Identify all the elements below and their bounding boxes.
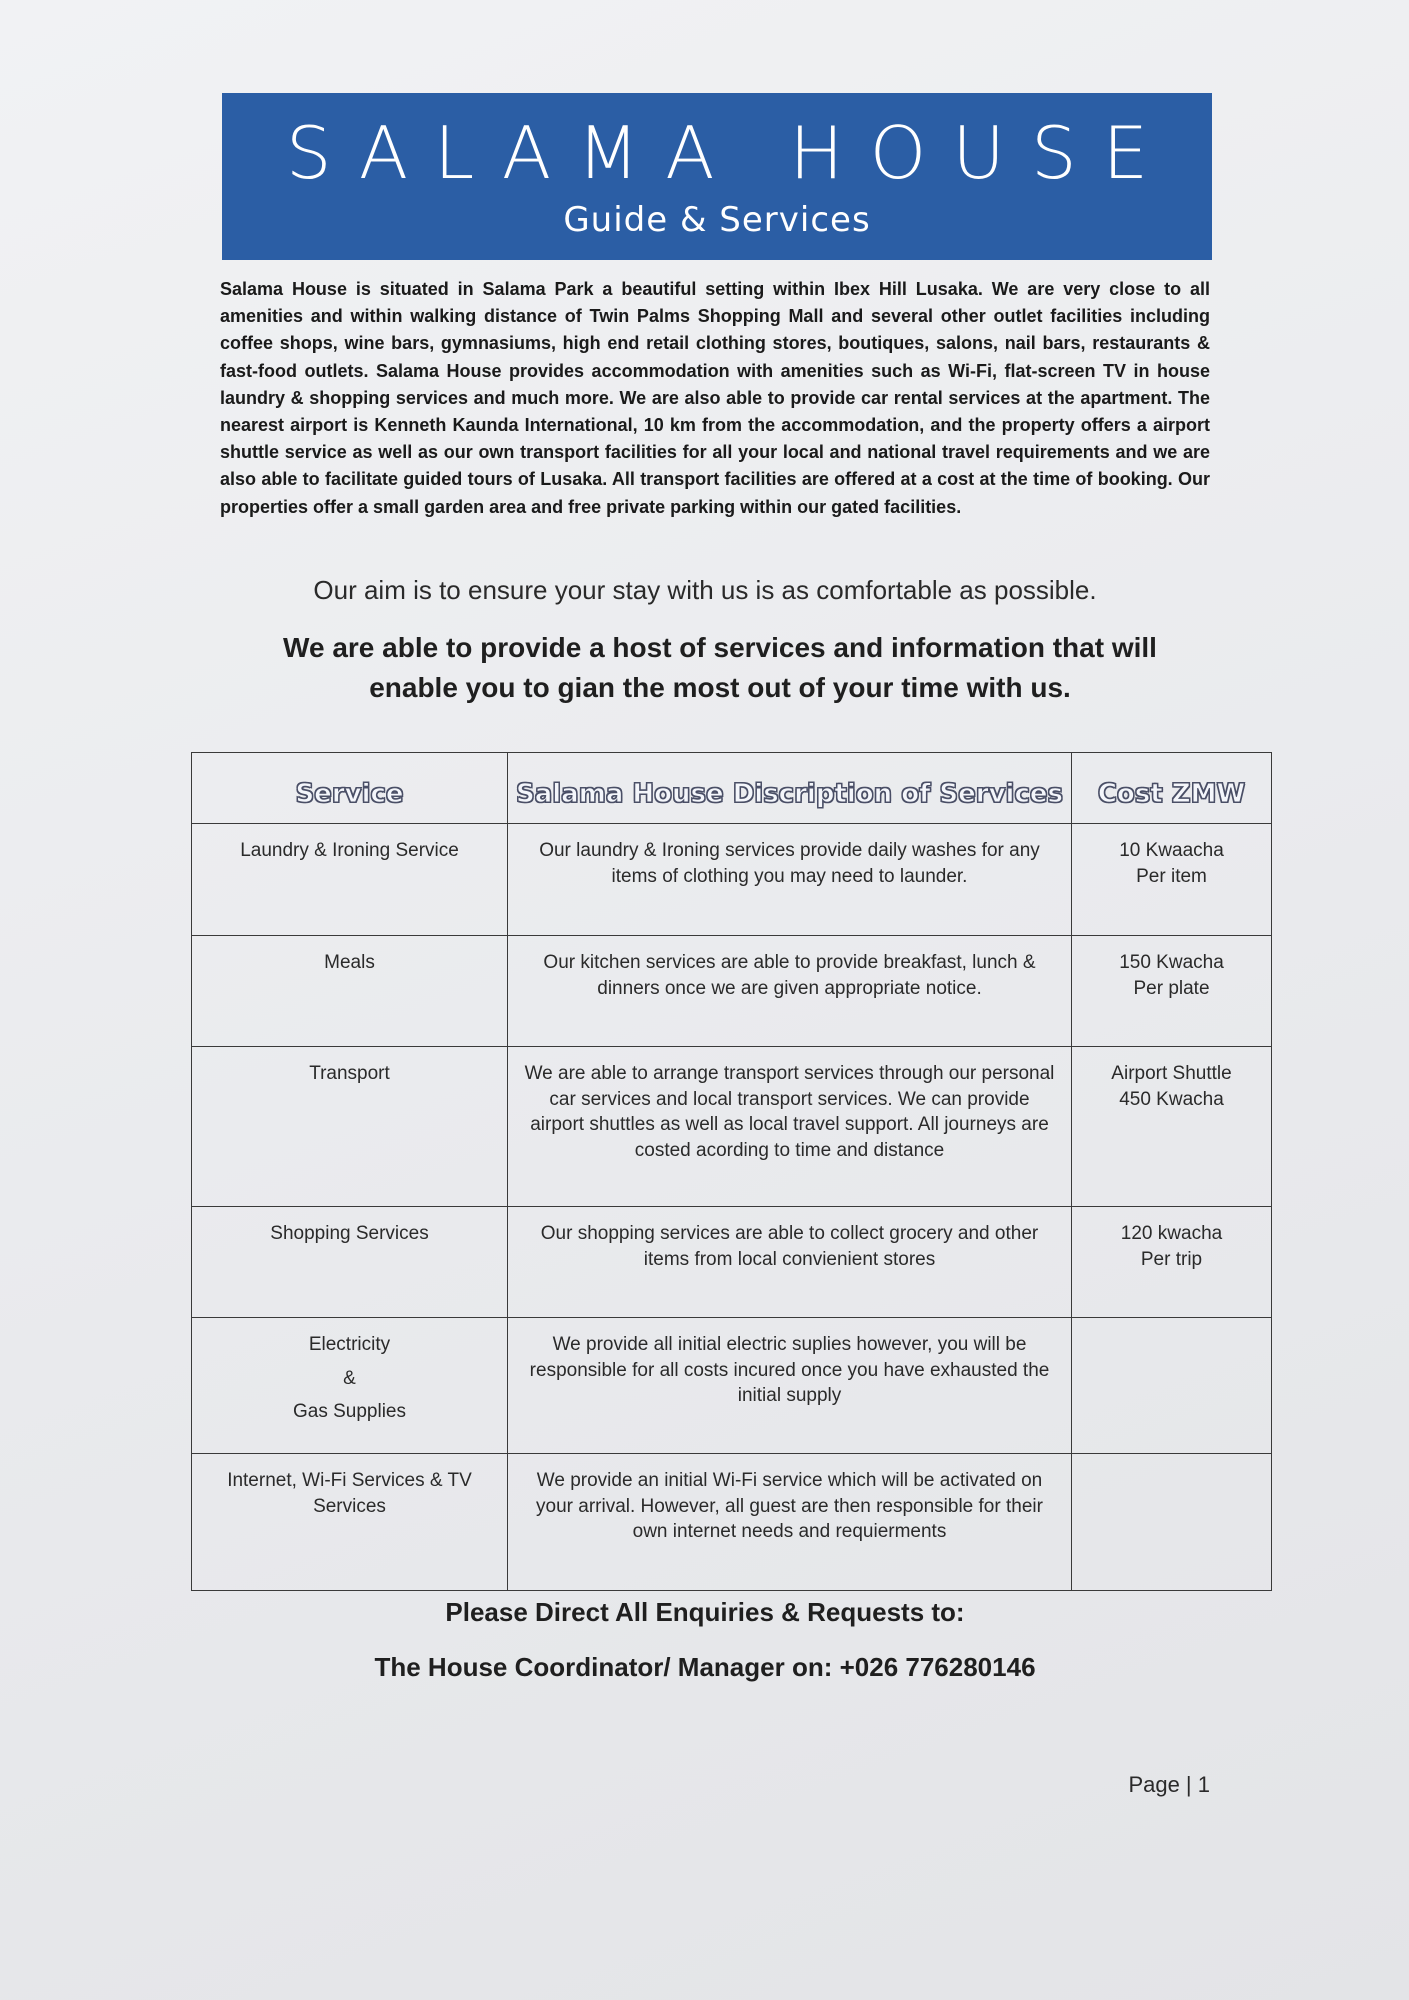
description-cell: We are able to arrange transport services through our personal car services and local transport services. We can provide airport shuttles as well as local travel support. All journeys are costed acording to time and distance: [508, 1047, 1072, 1207]
table-header-row: [192, 753, 1272, 824]
cost-cell: [1072, 936, 1272, 1047]
cost-cell: [1072, 1047, 1272, 1207]
cost-amount: 150 Kwacha: [1119, 952, 1224, 973]
table-row: [192, 936, 1272, 1047]
table-row: [192, 1318, 1272, 1454]
header-banner: [222, 93, 1212, 260]
cost-cell: [1072, 1318, 1272, 1454]
cost-amount: 120 kwacha: [1120, 1223, 1223, 1244]
service-ampersand: &: [343, 1367, 356, 1389]
header-cost: Cost ZMW: [1072, 753, 1272, 824]
table-row: [192, 1047, 1272, 1207]
aim-statement: Our aim is to ensure your stay with us is as comfortable as possible.: [313, 575, 1097, 605]
service-line: Gas Supplies: [292, 1401, 406, 1422]
cost-cell: [1072, 1454, 1272, 1591]
banner-title: SALAMA HOUSE: [285, 111, 1175, 195]
header-description: Salama House Discription of Services: [508, 753, 1072, 824]
cost-label: Airport Shuttle: [1111, 1063, 1232, 1084]
services-table: [191, 752, 1272, 1591]
services-intro: We are able to provide a host of services and information that will enable you to gian the most out of your time with us.: [283, 632, 1157, 703]
service-cell: Meals: [192, 936, 508, 1047]
page-number: Page | 1: [1128, 1772, 1210, 1797]
banner-subtitle: Guide & Services: [563, 200, 871, 240]
description-cell: We provide an initial Wi-Fi service which will be activated on your arrival. However, all guest are then responsible for their own internet needs and requierments: [508, 1454, 1072, 1591]
cost-amount: 450 Kwacha: [1119, 1088, 1224, 1110]
cost-cell: [1072, 824, 1272, 936]
cost-cell: [1072, 1207, 1272, 1318]
description-cell: Our shopping services are able to collect grocery and other items from local convienient stores: [508, 1207, 1072, 1318]
service-cell: Laundry & Ironing Service: [192, 824, 508, 936]
cost-unit: Per item: [1136, 865, 1207, 887]
contact-line: The House Coordinator/ Manager on: +026 776280146: [374, 1652, 1036, 1682]
table-row: [192, 824, 1272, 936]
service-line: Electricity: [308, 1334, 391, 1355]
cost-amount: 10 Kwaacha: [1119, 840, 1224, 861]
description-cell: Our kitchen services are able to provide breakfast, lunch & dinners once we are given appropriate notice.: [508, 936, 1072, 1047]
service-cell: [192, 1318, 508, 1454]
table-row: [192, 1454, 1272, 1591]
cost-unit: Per plate: [1133, 977, 1210, 999]
description-cell: We provide all initial electric suplies however, you will be responsible for all costs incured once you have exhausted the initial supply: [508, 1318, 1072, 1454]
description-cell: Our laundry & Ironing services provide daily washes for any items of clothing you may need to launder.: [508, 824, 1072, 936]
service-cell: Internet, Wi-Fi Services & TV Services: [192, 1454, 508, 1591]
table-row: [192, 1207, 1272, 1318]
service-cell: Transport: [192, 1047, 508, 1207]
enquiries-heading: Please Direct All Enquiries & Requests to:: [445, 1597, 965, 1627]
cost-unit: Per trip: [1140, 1248, 1203, 1270]
service-cell: Shopping Services: [192, 1207, 508, 1318]
intro-paragraph: Salama House is situated in Salama Park a beautiful setting within Ibex Hill Lusaka. We are very close to all amenities and within walking distance of Twin Palms Shopping Mall and several other outlet facilities including coffee shops, wine bars, gymnasiums, high end retail clothing stores, boutiques, salons, nail bars, restaurants & fast-food outlets. Salama House provides accommodation with amenities such as Wi-Fi, flat-screen TV in house laundry & shopping services and much more. We are also able to provide car rental services at the apartment. The nearest airport is Kenneth Kaunda International, 10 km from the accommodation, and the property offers a airport shuttle service as well as our own transport facilities for all your local and national travel requirements and we are also able to facilitate guided tours of Lusaka. All transport facilities are offered at a cost at the time of booking. Our properties offer a small garden area and free private parking within our gated facilities.: [220, 279, 1210, 517]
header-service: Service: [192, 753, 508, 824]
